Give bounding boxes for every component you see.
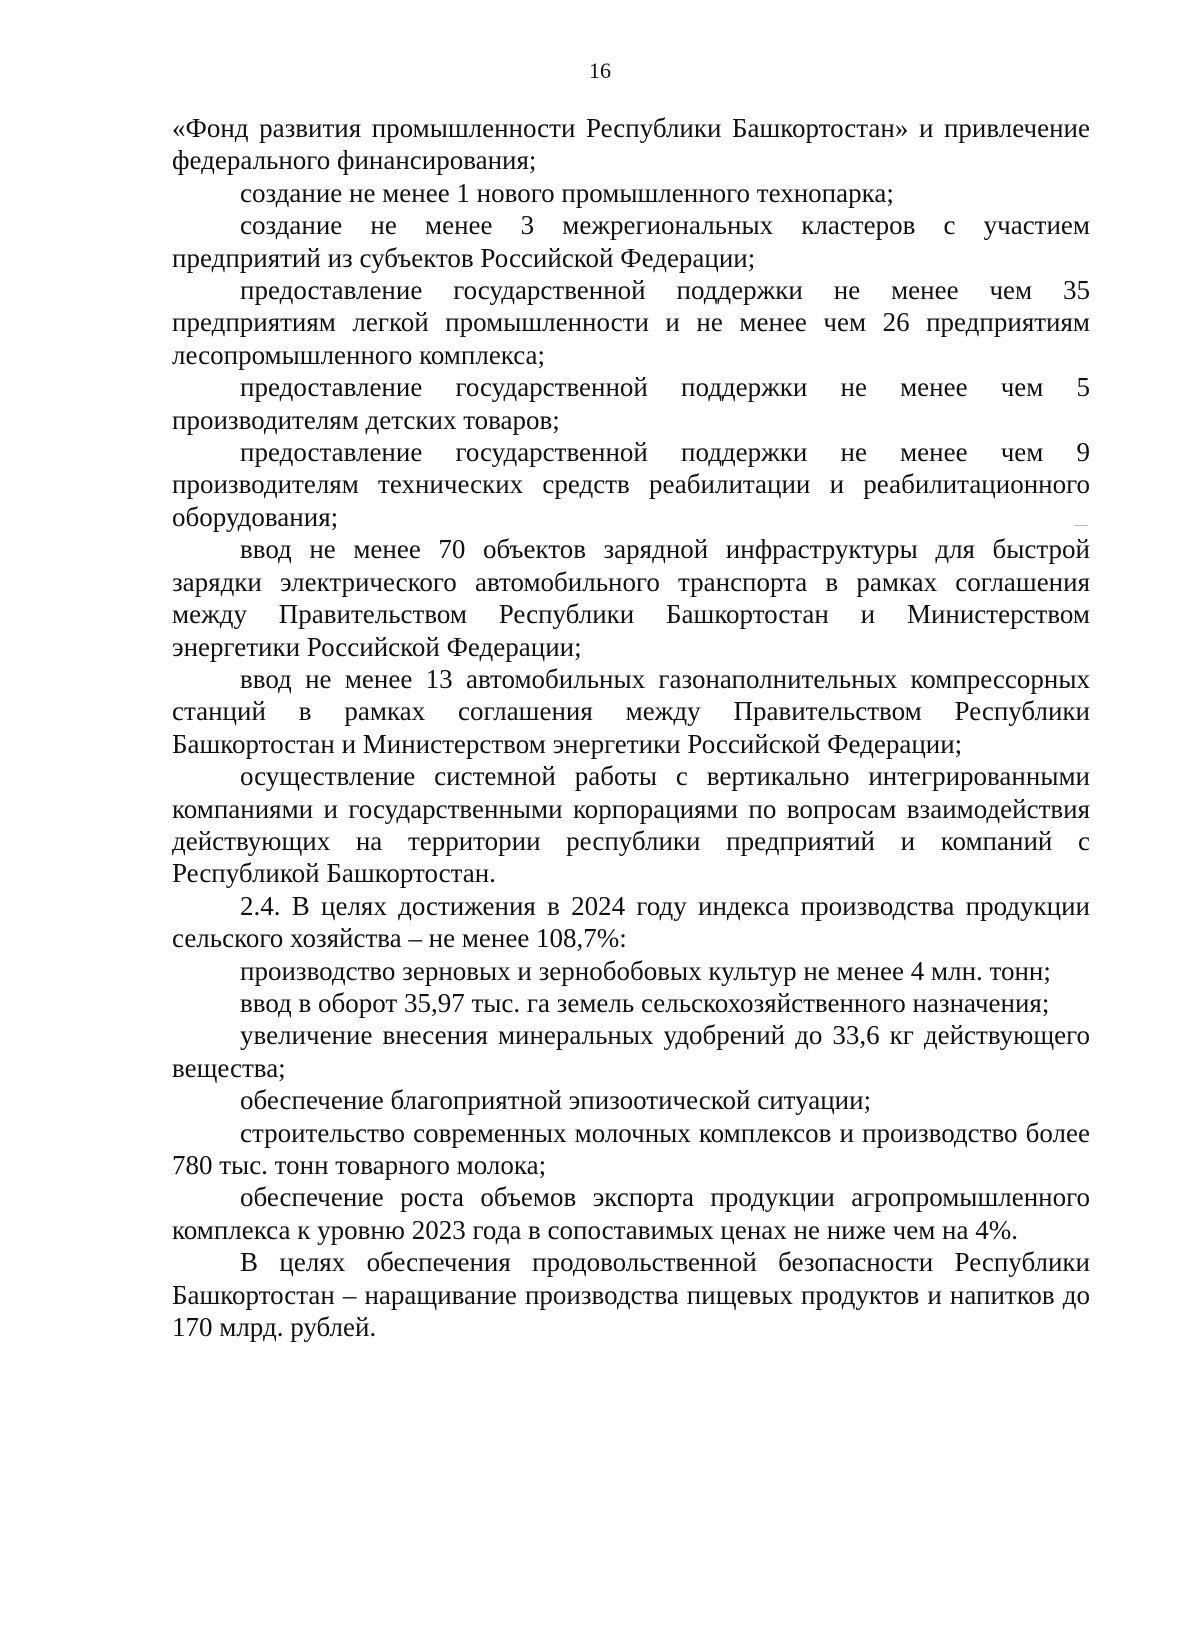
paragraph-dairy: строительство современных молочных комплексов и производство более 780 тыс. тонн товарного молока; (172, 1117, 1090, 1180)
paragraph-food-security: В целях обеспечения продовольственной безопасности Республики Башкортостан – наращивание производства пищевых продуктов и напитков до 170 млрд. рублей. (172, 1247, 1090, 1343)
paragraph-rehabilitation-support: предоставление государственной поддержки не менее чем 9 производителям технических средств реабилитации и реабилитационного оборудования; (172, 437, 1090, 532)
paragraph-childrens-goods-support: предоставление государственной поддержки не менее чем 5 производителям детских товаров; (172, 372, 1090, 435)
paragraph-section-2-4: 2.4. В целях достижения в 2024 году индекса производства продукции сельского хозяйства – не менее 108,7%: (172, 890, 1090, 954)
paragraph-epizootic: обеспечение благоприятной эпизоотической ситуации; (240, 1085, 872, 1116)
paragraph-technopark: создание не менее 1 нового промышленного технопарка; (240, 177, 894, 208)
paragraph-corporate-cooperation: осуществление системной работы с вертикально интегрированными компаниями и государственными корпорациями по вопросам взаимодействия действующих на территории республики предприятий и компаний с Республикой Башкортостан. (172, 761, 1090, 889)
scan-artifact (1074, 525, 1088, 526)
paragraph-land-turnover: ввод в оборот 35,97 тыс. га земель сельскохозяйственного назначения; (240, 987, 1050, 1018)
document-body (172, 112, 1090, 1343)
paragraph-light-industry-support: предоставление государственной поддержки не менее чем 35 предприятиям легкой промышленности и не менее чем 26 предприятиям лесопромышленного комплекса; (172, 275, 1090, 370)
paragraph-clusters: создание не менее 3 межрегиональных кластеров с участием предприятий из субъектов Российской Федерации; (172, 210, 1090, 273)
paragraph-export: обеспечение роста объемов экспорта продукции агропромышленного комплекса к уровню 2023 года в сопоставимых ценах не ниже чем на 4%. (172, 1182, 1090, 1245)
paragraph-fund-continuation: «Фонд развития промышленности Республики Башкортостан» и привлечение федерального финансирования; (172, 113, 1090, 176)
paragraph-fertilizers: увеличение внесения минеральных удобрений до 33,6 кг действующего вещества; (172, 1020, 1090, 1083)
paragraph-gas-stations: ввод не менее 13 автомобильных газонаполнительных компрессорных станций в рамках соглашения между Правительством Республики Башкортостан и Министерством энергетики Российской Федерации; (172, 663, 1090, 759)
paragraph-charging-infrastructure: ввод не менее 70 объектов зарядной инфраструктуры для быстрой зарядки электрического автомобильного транспорта в рамках соглашения между Правительством Республики Башкортостан и Министерством энергетики Российской Федерации; (172, 534, 1090, 662)
page-number: 16 (589, 58, 611, 83)
paragraph-grain-production: производство зерновых и зернобобовых культур не менее 4 млн. тонн; (240, 955, 1051, 986)
